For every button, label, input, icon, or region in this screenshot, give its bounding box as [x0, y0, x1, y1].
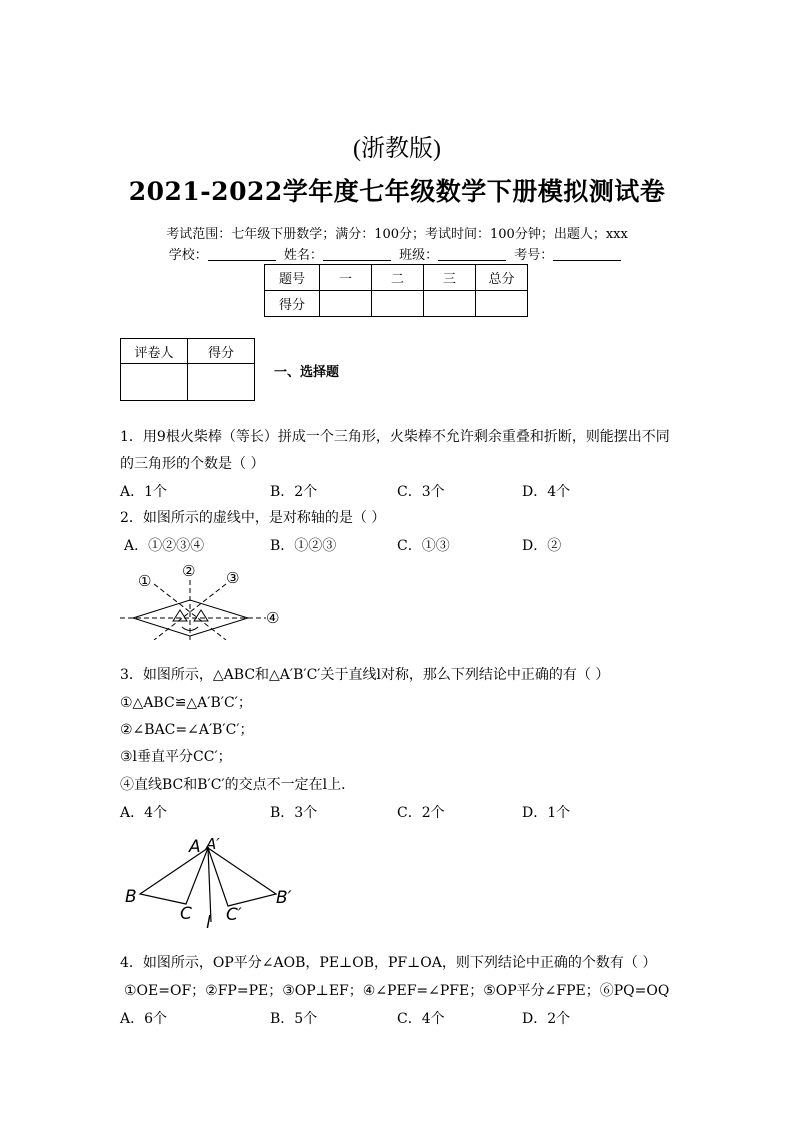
grader-blank-cell[interactable] [188, 364, 255, 401]
score-header-cell: 一 [320, 265, 372, 291]
q4-option-a[interactable]: A．6个 [120, 1011, 168, 1027]
q3-option-b[interactable]: B．3个 [270, 805, 318, 821]
field-class-label: 班级： [399, 248, 439, 263]
score-blank-cell[interactable] [424, 291, 476, 317]
q2-option-b[interactable]: B．①②③ [270, 538, 337, 554]
exam-title: 2021-2022学年度七年级数学下册模拟测试卷 [128, 177, 666, 206]
q4-option-c[interactable]: C．4个 [397, 1011, 445, 1027]
score-header-cell: 二 [372, 265, 424, 291]
grader-table [120, 338, 255, 401]
score-blank-cell[interactable] [476, 291, 528, 317]
score-header-cell: 总分 [476, 265, 528, 291]
q4-option-b[interactable]: B．5个 [270, 1011, 318, 1027]
field-id-label: 考号： [514, 248, 554, 263]
q1-option-c[interactable]: C．3个 [397, 484, 445, 500]
grader-label: 评卷人 [121, 339, 188, 364]
q4-option-d[interactable]: D．2个 [522, 1011, 571, 1027]
q3-option-c[interactable]: C．2个 [397, 805, 445, 821]
section-title: 一、选择题 [274, 365, 340, 380]
field-id-blank[interactable] [553, 248, 621, 261]
label-c-prime: C′ [226, 905, 242, 925]
label-circle-3: ③ [226, 569, 240, 587]
q3-figure [120, 832, 300, 932]
q1-option-d[interactable]: D．4个 [522, 484, 571, 500]
q2-option-a[interactable]: A．①②③④ [124, 538, 205, 554]
field-class-blank[interactable] [438, 248, 506, 261]
q3-option-d[interactable]: D．1个 [522, 805, 571, 821]
q1-option-b[interactable]: B．2个 [270, 484, 318, 500]
q3-option-a[interactable]: A．4个 [120, 805, 168, 821]
q1-stem-line: 1．用9根火柴棒（等长）拼成一个三角形，火柴棒不允许剩余重叠和折断，则能摆出不同 [120, 429, 670, 445]
exam-meta: 考试范围：七年级下册数学；满分：100分；考试时间：100分钟；出题人；xxx [166, 227, 628, 242]
q2-option-c[interactable]: C．①③ [397, 538, 450, 554]
label-c: C [180, 904, 192, 924]
label-l: l [206, 913, 211, 932]
q2-figure [118, 560, 288, 640]
q2-option-d[interactable]: D．② [522, 538, 562, 554]
label-circle-1: ① [138, 572, 152, 590]
q4-stem-line: 4．如图所示，OP平分∠AOB，PE⊥OB，PF⊥OA，则下列结论中正确的个数有（ ） [120, 955, 657, 971]
score-table [264, 264, 528, 317]
label-circle-4: ④ [266, 609, 280, 627]
q1-stem-line: 的三角形的个数是（ ） [120, 456, 265, 472]
triangle-abc-prime [208, 848, 276, 906]
field-name-blank[interactable] [323, 248, 391, 261]
score-header-cell: 题号 [265, 265, 320, 291]
score-blank-cell[interactable] [372, 291, 424, 317]
label-circle-2: ② [182, 562, 196, 580]
field-name-label: 姓名： [283, 248, 323, 263]
label-a-prime: A′ [206, 835, 220, 853]
q2-stem-line: 2．如图所示的虚线中，是对称轴的是（ ） [120, 510, 386, 526]
field-school-label: 学校： [168, 248, 208, 263]
score-header-cell: 三 [424, 265, 476, 291]
right-eye-shape [194, 610, 208, 621]
label-b: B [125, 887, 137, 907]
label-b-prime: B′ [276, 888, 292, 908]
grader-blank-cell[interactable] [121, 364, 188, 401]
q3-stem-line: 3．如图所示，△ABC和△A′B′C′关于直线l对称，那么下列结论中正确的有（ ） [120, 667, 610, 683]
q3-statement: ③l垂直平分CC′； [120, 749, 232, 765]
line-l [208, 848, 211, 922]
student-info-line [0, 244, 794, 263]
edition-label: (浙教版) [353, 136, 441, 162]
label-a: A [189, 837, 201, 857]
q4-statements: ①OE=OF；②FP=PE；③OP⊥EF；④∠PEF=∠PFE；⑤OP平分∠FPE；⑥PQ=OQ [124, 983, 670, 999]
field-school-blank[interactable] [208, 248, 276, 261]
q1-option-a[interactable]: A．1个 [120, 484, 168, 500]
q3-statement: ④直线BC和B′C′的交点不一定在l上． [120, 777, 356, 793]
q3-statement: ②∠BAC=∠A′B′C′； [120, 722, 254, 738]
score-blank-cell[interactable] [320, 291, 372, 317]
q3-statement: ①△ABC≌△A′B′C′； [120, 695, 252, 711]
grader-score-label: 得分 [188, 339, 255, 364]
score-row-label: 得分 [265, 291, 320, 317]
